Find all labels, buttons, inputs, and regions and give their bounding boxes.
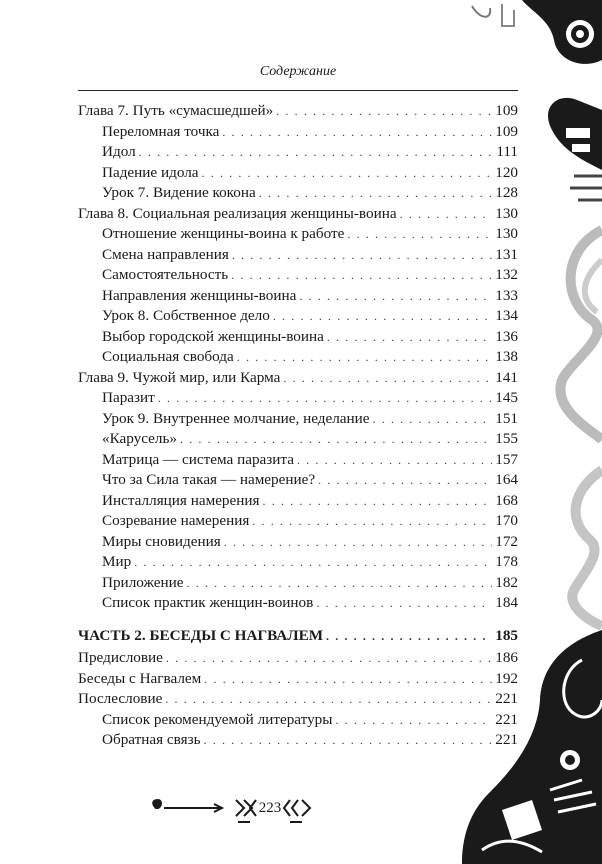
toc-entry <box>78 306 518 327</box>
dot-leader <box>299 286 492 307</box>
toc-entry-title: Урок 9. Внутреннее молчание, неделание <box>102 409 370 427</box>
toc-entry-page: 151 <box>495 409 518 427</box>
toc-entry-page: 138 <box>495 348 518 365</box>
page-footer <box>150 796 390 826</box>
toc-entry-title: Обратная связь <box>102 731 201 748</box>
toc-entry <box>78 183 518 204</box>
toc-entry <box>78 265 518 286</box>
toc-entry-title: Послесловие <box>78 690 163 707</box>
toc-entry-page: 182 <box>495 573 518 591</box>
dot-leader <box>139 142 494 163</box>
toc-entry-title: Социальная свобода <box>102 348 234 365</box>
toc-entry <box>78 347 518 368</box>
toc-entry-page: 109 <box>495 122 518 140</box>
toc-entry-title: Список рекомендуемой литературы <box>102 710 333 728</box>
dot-leader <box>263 491 493 512</box>
dot-leader <box>252 511 492 532</box>
dot-leader <box>297 450 492 471</box>
toc-entry-title: Миры сновидения <box>102 532 221 550</box>
dot-leader <box>204 669 492 690</box>
dot-leader <box>202 163 493 184</box>
toc-entry <box>78 409 518 430</box>
toc-entry-title: Созревание намерения <box>102 512 250 529</box>
toc-entry-title: Отношение женщины-воина к работе <box>102 225 345 242</box>
toc-entry-page: 221 <box>495 731 518 748</box>
dot-leader <box>232 245 492 266</box>
dot-leader <box>222 122 492 143</box>
toc-entry <box>78 122 518 143</box>
toc-entry-page: 164 <box>495 471 518 488</box>
toc-entry-page: 120 <box>495 163 518 181</box>
dot-leader <box>134 552 492 573</box>
toc-entry <box>78 710 518 731</box>
header-divider <box>78 90 518 91</box>
toc-entry-title: Выбор городской женщины-воина <box>102 327 324 345</box>
toc-entry-title: Падение идола <box>102 163 199 181</box>
toc-entry-page: 178 <box>495 553 518 570</box>
toc-entry <box>78 648 518 669</box>
toc-entry-page: 186 <box>495 649 518 666</box>
toc-entry-title: Список практик женщин-воинов <box>102 594 314 611</box>
toc-entry-page: 221 <box>495 710 518 728</box>
toc-entry-title: Приложение <box>102 573 184 591</box>
toc-entry-title: Направления женщины-воина <box>102 286 297 304</box>
toc-entry <box>78 327 518 348</box>
dot-leader <box>373 409 493 430</box>
toc-entry <box>78 470 518 491</box>
toc-entry-title: Самостоятельность <box>102 266 229 283</box>
toc-entry <box>78 368 518 389</box>
toc-entry-page: 128 <box>495 184 518 201</box>
toc-entry <box>78 532 518 553</box>
toc-entry <box>78 730 518 751</box>
dot-leader <box>187 573 493 594</box>
toc-entry-title: Инсталляция намерения <box>102 491 260 509</box>
toc-entry <box>78 388 518 409</box>
toc-entry-page: 132 <box>495 266 518 283</box>
toc-entry-title: Матрица — система паразита <box>102 450 294 468</box>
dot-leader <box>335 710 492 731</box>
toc-entry-page: 145 <box>495 389 518 406</box>
toc-entry-title: Мир <box>102 553 132 570</box>
toc-entry-title: Смена направления <box>102 245 229 263</box>
toc-entry <box>78 593 518 614</box>
toc-entry-page: 109 <box>495 102 518 119</box>
toc-entry-page: 133 <box>495 286 518 304</box>
page-header: Содержание <box>259 64 337 79</box>
dot-leader <box>259 183 492 204</box>
toc-entry <box>78 626 518 647</box>
toc-entry-page: 172 <box>495 532 518 550</box>
dot-leader <box>237 347 492 368</box>
dot-leader <box>283 368 492 389</box>
toc-entry <box>78 450 518 471</box>
toc-entry-title: Глава 9. Чужой мир, или Карма <box>78 368 281 386</box>
toc-entry-page: 130 <box>495 204 518 222</box>
dot-leader <box>204 730 493 751</box>
toc-entry-title: Глава 8. Социальная реализация женщины-воина <box>78 204 397 222</box>
dot-leader <box>276 101 492 122</box>
toc-entry <box>78 511 518 532</box>
toc-entry-title: Предисловие <box>78 649 163 666</box>
dot-leader <box>165 689 492 710</box>
toc-entry-page: 155 <box>495 430 518 447</box>
toc-entry <box>78 286 518 307</box>
page-number: 223 <box>258 800 282 816</box>
dot-leader <box>166 648 492 669</box>
table-of-contents <box>78 101 518 751</box>
toc-entry-page: 130 <box>495 225 518 242</box>
toc-entry <box>78 101 518 122</box>
toc-entry <box>78 689 518 710</box>
toc-entry <box>78 142 518 163</box>
toc-entry-page: 157 <box>495 450 518 468</box>
toc-entry-page: 136 <box>495 327 518 345</box>
dot-leader <box>180 429 492 450</box>
toc-entry-title: ЧАСТЬ 2. БЕСЕДЫ С НАГВАЛЕМ <box>78 626 324 644</box>
dot-leader <box>224 532 493 553</box>
toc-entry-title: Урок 8. Собственное дело <box>102 307 270 324</box>
toc-entry-page: 111 <box>496 143 518 160</box>
toc-entry-title: Урок 7. Видение кокона <box>102 184 256 201</box>
dot-leader <box>158 388 492 409</box>
dot-leader <box>273 306 492 327</box>
toc-entry <box>78 669 518 690</box>
toc-entry-page: 185 <box>495 626 518 644</box>
toc-entry-page: 221 <box>495 690 518 707</box>
dot-leader <box>326 626 492 647</box>
dot-leader <box>327 327 492 348</box>
toc-entry-title: Что за Сила такая — намерение? <box>102 471 316 488</box>
dot-leader <box>347 224 492 245</box>
dot-leader <box>231 265 492 286</box>
toc-entry <box>78 204 518 225</box>
toc-entry <box>78 491 518 512</box>
toc-entry-title: Паразит <box>102 389 155 406</box>
toc-entry-page: 134 <box>495 307 518 324</box>
dot-leader <box>400 204 493 225</box>
toc-entry <box>78 552 518 573</box>
toc-entry-title: Переломная точка <box>102 122 220 140</box>
toc-entry <box>78 245 518 266</box>
toc-entry-title: Глава 7. Путь «сумасшедшей» <box>78 102 274 119</box>
dot-leader <box>316 593 492 614</box>
toc-entry-page: 170 <box>495 512 518 529</box>
toc-entry-page: 192 <box>495 669 518 687</box>
toc-entry-title: Идол <box>102 143 136 160</box>
toc-entry <box>78 573 518 594</box>
toc-entry-title: «Карусель» <box>102 430 178 447</box>
toc-entry <box>78 224 518 245</box>
toc-entry-page: 141 <box>495 368 518 386</box>
toc-entry-page: 168 <box>495 491 518 509</box>
toc-entry-page: 184 <box>495 594 518 611</box>
toc-entry-title: Беседы с Нагвалем <box>78 669 202 687</box>
toc-entry <box>78 163 518 184</box>
dot-leader <box>318 470 492 491</box>
toc-entry <box>78 429 518 450</box>
toc-entry-page: 131 <box>495 245 518 263</box>
